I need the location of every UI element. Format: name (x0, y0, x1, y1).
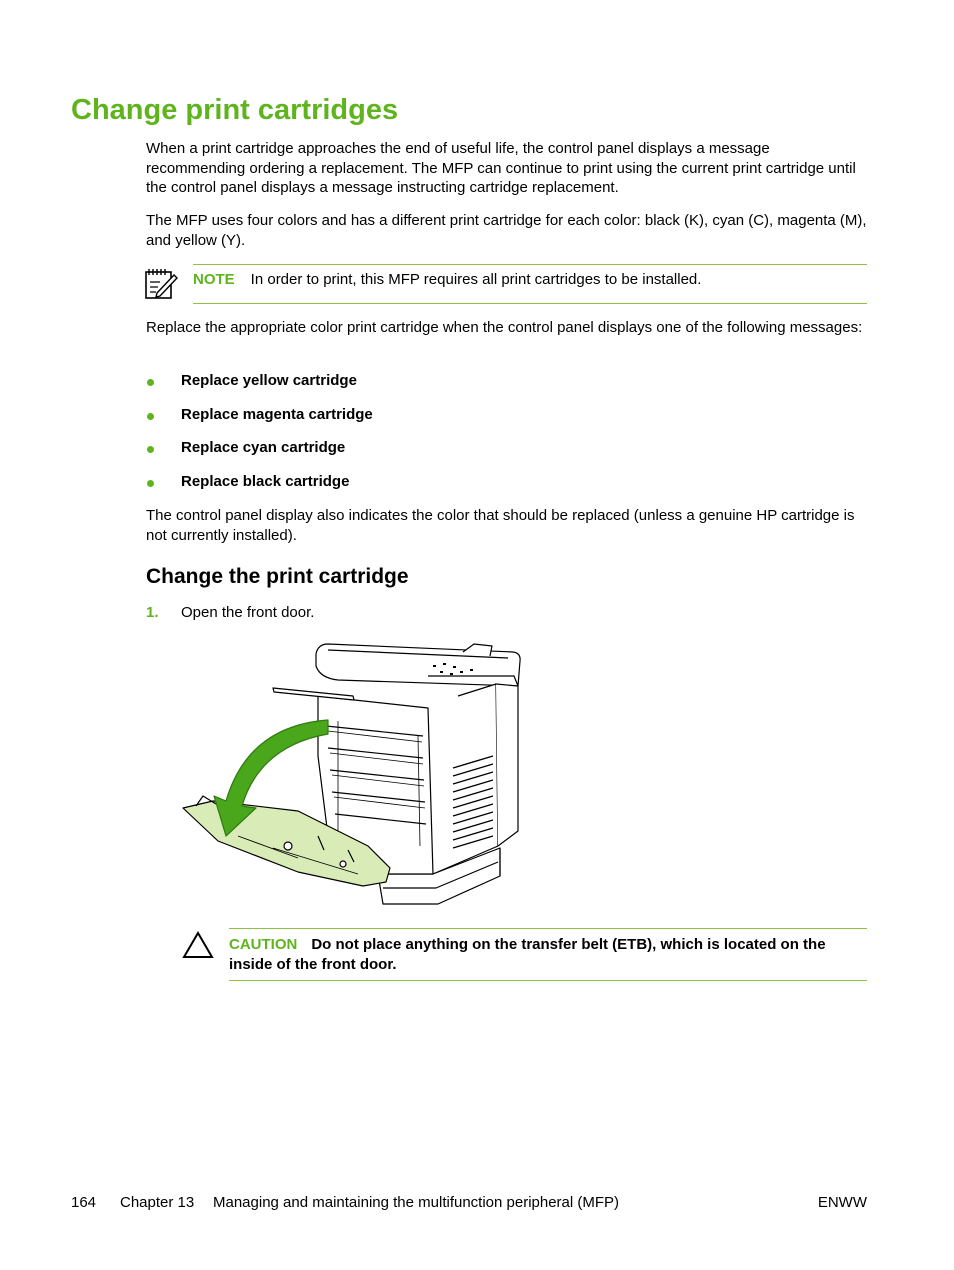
intro-paragraph: When a print cartridge approaches the end of useful life, the control panel displays a message recommending ordering a replacement. The MFP can continue to print using the current print cartridge until the control panel displays a message instructing cartridge replacement. (146, 140, 856, 196)
footer-right-label: ENWW (817, 1194, 867, 1211)
note-label: NOTE (193, 271, 235, 288)
warning-triangle-icon (181, 930, 215, 960)
note-pad-icon (143, 266, 179, 302)
replace-intro: Replace the appropriate color print cartridge when the control panel displays one of the following messages: (146, 319, 863, 336)
caution-top-rule (229, 928, 867, 929)
step-text: Open the front door. (181, 604, 315, 621)
footer-chapter-title: Managing and maintaining the multifunction peripheral (MFP) (213, 1194, 620, 1211)
caution-bottom-rule (229, 980, 867, 981)
message-item: Replace yellow cartridge (181, 372, 357, 389)
note-top-rule (193, 264, 867, 265)
bullet-dot (147, 377, 157, 387)
caution-label: CAUTION (229, 936, 298, 953)
bullet-dot (147, 444, 157, 454)
bullet-dot (147, 478, 157, 488)
note-bottom-rule (193, 303, 867, 304)
caution-text: Do not place anything on the transfer belt (ETB), which is located on the inside of the front door. (229, 936, 826, 973)
footer-chapter: Chapter 13 (120, 1194, 195, 1211)
step-number: 1. (146, 604, 159, 621)
display-note: The control panel display also indicates the color that should be replaced (unless a genuine HP cartridge is not currently installed). (146, 507, 855, 544)
message-item: Replace magenta cartridge (181, 406, 373, 423)
intro-paragraph: The MFP uses four colors and has a different print cartridge for each color: black (K), cyan (C), magenta (M), and yellow (Y). (146, 212, 867, 249)
section-heading: Change the print cartridge (146, 565, 409, 588)
message-item: Replace black cartridge (181, 473, 350, 490)
message-item: Replace cyan cartridge (181, 439, 346, 456)
bullet-dot (147, 411, 157, 421)
note-text: In order to print, this MFP requires all print cartridges to be installed. (250, 271, 702, 288)
printer-open-door-illustration (178, 636, 528, 908)
page-title: Change print cartridges (71, 94, 399, 126)
caution (229, 935, 867, 974)
note (193, 270, 701, 289)
footer-page-number: 164 (71, 1194, 97, 1211)
